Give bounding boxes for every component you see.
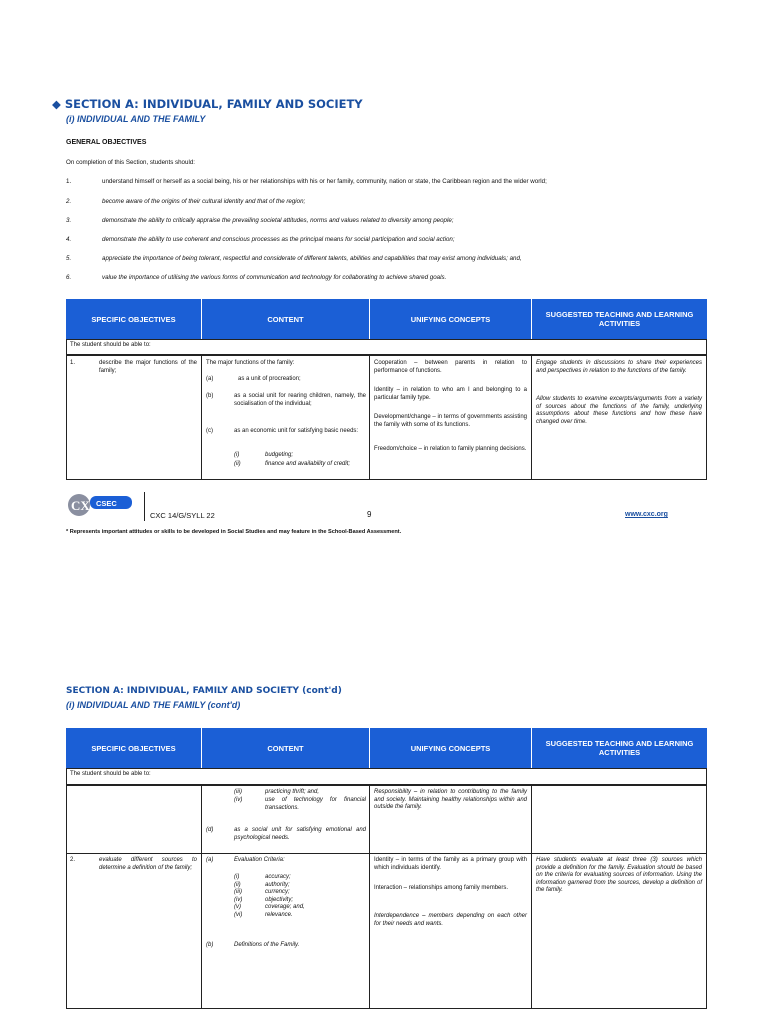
content-c-iv: (iv) use of technology for financial transactions. [234, 797, 366, 811]
header2-content: CONTENT [202, 728, 369, 768]
content-c-i: (i) budgeting; [234, 452, 294, 458]
header2-specific-objectives: SPECIFIC OBJECTIVES [66, 728, 201, 768]
criteria-list: (i) accuracy; (ii) authority; (iii) currency; (iv) objectivity; (v) coverage; and, (vi) relevance. [234, 874, 305, 918]
section-title: ◆ SECTION A: INDIVIDUAL, FAMILY AND SOCIETY [52, 97, 363, 111]
content-intro: The major functions of the family: [206, 360, 295, 366]
concept-freedom: Freedom/choice – in relation to family planning decisions. [374, 446, 527, 452]
objective-2: 2. become aware of the origins of their cultural identity and that of the region; [66, 198, 306, 205]
so-number-1: 1. [70, 360, 76, 366]
activity-engage: Engage students in discussions to share their experiences and perspectives in relation to the functions of the family. [536, 360, 702, 374]
syllabus-code: CXC 14/G/SYLL 22 [150, 511, 215, 520]
content-evaluation-criteria: (a) Evaluation Criteria: [206, 857, 285, 863]
table1-able-text: The student should be able to: [70, 342, 151, 348]
diamond-icon: ◆ [52, 97, 61, 111]
content-c-iii: (iii) practicing thrift; and, [234, 789, 320, 795]
content-definitions: (b) Definitions of the Family. [206, 942, 300, 948]
objectives-intro: On completion of this Section, students should: [66, 159, 195, 166]
table2-body [66, 785, 707, 1009]
so-text-1: describe the major functions of the family; [99, 360, 197, 374]
so-text-2: evaluate different sources to determine a definition of the family; [99, 857, 197, 871]
concept-responsibility: Responsibility – in relation to contributing to the family and society. Maintaining healthy relationships within and outside the family. [374, 789, 527, 811]
objective-6: 6. value the importance of utilising the various forms of communication and technology for collaborating to achieve shared goals. [66, 274, 447, 281]
concept-interdependence: Interdependence – members depending on each other for their needs and wants. [374, 913, 527, 927]
csec-logo-text: CSEC [96, 499, 117, 508]
concept-identity: Identity – in relation to who am I and belonging to a particular family type. [374, 387, 527, 401]
header2-unifying-concepts: UNIFYING CONCEPTS [370, 728, 531, 768]
header2-activities: SUGGESTED TEACHING AND LEARNING ACTIVITIES [532, 728, 707, 768]
section-title-contd: SECTION A: INDIVIDUAL, FAMILY AND SOCIETY (cont'd) [66, 686, 342, 696]
content-a: (a) as a unit of procreation; [206, 376, 301, 382]
svg-text:CX: CX [71, 498, 90, 513]
footer-note: * Represents important attitudes or skills to be developed in Social Studies and may feature in the School-Based Assessment. [66, 529, 402, 535]
concept-development: Development/change – in terms of governments assisting the family with some of its functions. [374, 414, 527, 428]
objective-5: 5. appreciate the importance of being tolerant, respectful and considerate of different talents, abilities and capabilities that may exist among individuals; and, [66, 255, 522, 262]
table2-able-text: The student should be able to: [70, 771, 151, 777]
content-b: (b) as a social unit for rearing children, namely, the socialisation of the individual; [206, 393, 366, 407]
so-number-2: 2. [70, 857, 76, 863]
content-c-ii: (ii) finance and availability of credit; [234, 461, 351, 467]
objective-3: 3. demonstrate the ability to critically appraise the prevailing societal attitudes, norms and values related to diversity among people; [66, 217, 454, 224]
section-subtitle-contd: (i) INDIVIDUAL AND THE FAMILY (cont'd) [66, 700, 241, 710]
concept-cooperation: Cooperation – between parents in relation to performance of functions. [374, 360, 527, 374]
concept-interaction: Interaction – relationships among family members. [374, 885, 509, 891]
header-content: CONTENT [202, 299, 369, 339]
concept-identity-2: Identity – in terms of the family as a primary group with which individuals identify. [374, 857, 527, 871]
general-objectives-heading: GENERAL OBJECTIVES [66, 139, 147, 146]
objective-4: 4. demonstrate the ability to use coherent and conscious processes as the principal means for social participation and social action; [66, 236, 455, 243]
header-specific-objectives: SPECIFIC OBJECTIVES [66, 299, 201, 339]
cxc-logo [66, 491, 142, 519]
activity-examine: Allow students to examine excerpts/arguments from a variety of sources about the functions of the family, underlying assumptions about these functions and how these have changed over time. [536, 396, 702, 425]
header-activities: SUGGESTED TEACHING AND LEARNING ACTIVITIES [532, 299, 707, 339]
activity-evaluate-sources: Have students evaluate at least three (3) sources which provide a definition for the family. Evaluation should be based on the criteria for evaluating sources of information. Using the information garnered from the sources, develop a definition of the family. [536, 857, 702, 894]
content-c: (c) as an economic unit for satisfying basic needs: [206, 428, 359, 434]
cxc-website-link[interactable]: www.cxc.org [625, 511, 668, 518]
table1-able-row [66, 339, 707, 355]
section-subtitle: (i) INDIVIDUAL AND THE FAMILY [66, 114, 206, 124]
page-number: 9 [367, 510, 372, 519]
table2-able-row [66, 768, 707, 785]
objective-1: 1. understand himself or herself as a social being, his or her relationships with his or her family, community, nation or state, the Caribbean region and the wider world; [66, 178, 547, 185]
content-d: (d) as a social unit for satisfying emotional and psychological needs. [206, 827, 366, 841]
header-unifying-concepts: UNIFYING CONCEPTS [370, 299, 531, 339]
